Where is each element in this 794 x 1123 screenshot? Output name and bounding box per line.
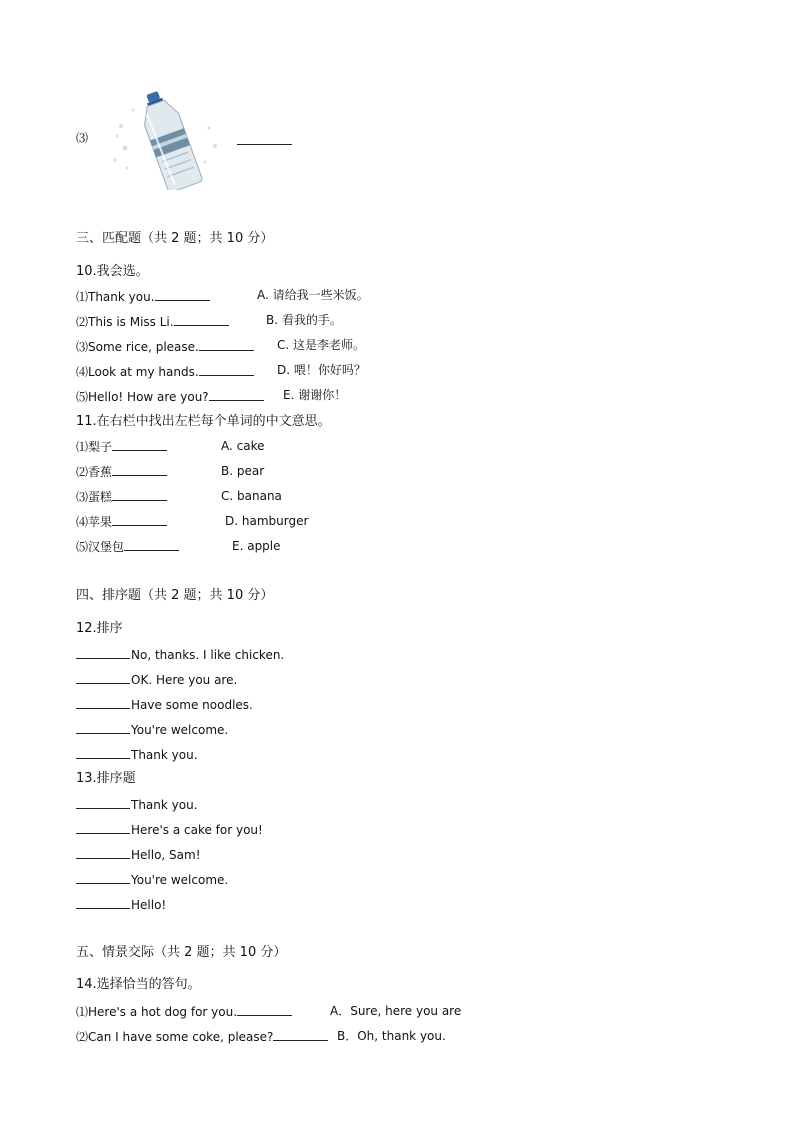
answer-blank[interactable]	[174, 314, 229, 326]
answer-blank[interactable]	[237, 1004, 292, 1016]
q10-option-a: A. 请给我一些米饭。	[257, 288, 369, 302]
q14-option-b: B．Oh, thank you.	[337, 1029, 446, 1043]
q11-item5: ⑸汉堡包	[76, 539, 179, 554]
q13-line2: Here's a cake for you!	[76, 822, 263, 837]
q10-title: 10.我会选。	[76, 264, 149, 279]
q12-line2: OK. Here you are.	[76, 672, 237, 687]
answer-blank[interactable]	[76, 872, 130, 884]
q13-line4: You're welcome.	[76, 872, 228, 887]
water-bottle-image	[97, 88, 237, 190]
section3-heading: 三、匹配题（共 2 题；共 10 分）	[76, 231, 274, 246]
q11-title: 11.在右栏中找出左栏每个单词的中文意思。	[76, 414, 331, 429]
q10-option-e: E. 谢谢你！	[283, 388, 347, 402]
section5-heading: 五、情景交际（共 2 题；共 10 分）	[76, 945, 287, 960]
q11-option-a: A. cake	[221, 439, 265, 453]
answer-blank[interactable]	[76, 847, 130, 859]
q14-option-a: A．Sure, here you are	[330, 1004, 462, 1018]
q13-line3: Hello, Sam!	[76, 847, 201, 862]
section4-heading: 四、排序题（共 2 题；共 10 分）	[76, 588, 274, 603]
q11-item1: ⑴梨子	[76, 439, 167, 454]
answer-blank[interactable]	[112, 514, 167, 526]
answer-blank[interactable]	[76, 797, 130, 809]
answer-blank[interactable]	[199, 364, 254, 376]
q13-title: 13.排序题	[76, 771, 136, 786]
q10-option-b: B. 看我的手。	[266, 313, 342, 327]
q11-option-d: D. hamburger	[225, 514, 309, 528]
answer-blank[interactable]	[76, 897, 130, 909]
answer-blank[interactable]	[112, 464, 167, 476]
answer-blank[interactable]	[76, 672, 130, 684]
q11-item4: ⑷苹果	[76, 514, 167, 529]
q13-line5: Hello!	[76, 897, 166, 912]
answer-blank[interactable]	[112, 439, 167, 451]
q12-line4: You're welcome.	[76, 722, 228, 737]
q10-item3: ⑶Some rice, please.	[76, 339, 254, 354]
answer-blank[interactable]	[155, 289, 210, 301]
answer-blank[interactable]	[199, 339, 254, 351]
q10-item2: ⑵This is Miss Li.	[76, 314, 229, 329]
q12-title: 12.排序	[76, 621, 123, 636]
answer-blank[interactable]	[76, 747, 130, 759]
q10-item5: ⑸Hello! How are you?	[76, 389, 264, 404]
q11-item2: ⑵香蕉	[76, 464, 167, 479]
answer-blank[interactable]	[76, 722, 130, 734]
answer-blank[interactable]	[273, 1029, 328, 1041]
q11-option-c: C. banana	[221, 489, 282, 503]
q10-option-d: D. 喂！你好吗？	[277, 363, 366, 377]
q14-item1: ⑴Here's a hot dog for you.	[76, 1004, 292, 1019]
q13-line1: Thank you.	[76, 797, 198, 812]
q10-item4: ⑷Look at my hands.	[76, 364, 254, 379]
q11-option-e: E. apple	[232, 539, 281, 553]
q12-line5: Thank you.	[76, 747, 198, 762]
q9-item3-label: ⑶	[76, 131, 89, 145]
answer-blank[interactable]	[76, 647, 130, 659]
q12-line1: No, thanks. I like chicken.	[76, 647, 284, 662]
q11-option-b: B. pear	[221, 464, 265, 478]
q10-item1: ⑴Thank you.	[76, 289, 210, 304]
answer-blank[interactable]	[112, 489, 167, 501]
answer-blank[interactable]	[124, 539, 179, 551]
answer-blank[interactable]	[76, 822, 130, 834]
q10-option-c: C. 这是李老师。	[277, 338, 366, 352]
answer-blank[interactable]	[209, 389, 264, 401]
q14-title: 14.选择恰当的答句。	[76, 977, 201, 992]
q12-line3: Have some noodles.	[76, 697, 253, 712]
q11-item3: ⑶蛋糕	[76, 489, 167, 504]
answer-blank[interactable]	[76, 697, 130, 709]
q14-item2: ⑵Can I have some coke, please?	[76, 1029, 328, 1044]
q9-item3-answer-blank[interactable]	[237, 133, 292, 145]
